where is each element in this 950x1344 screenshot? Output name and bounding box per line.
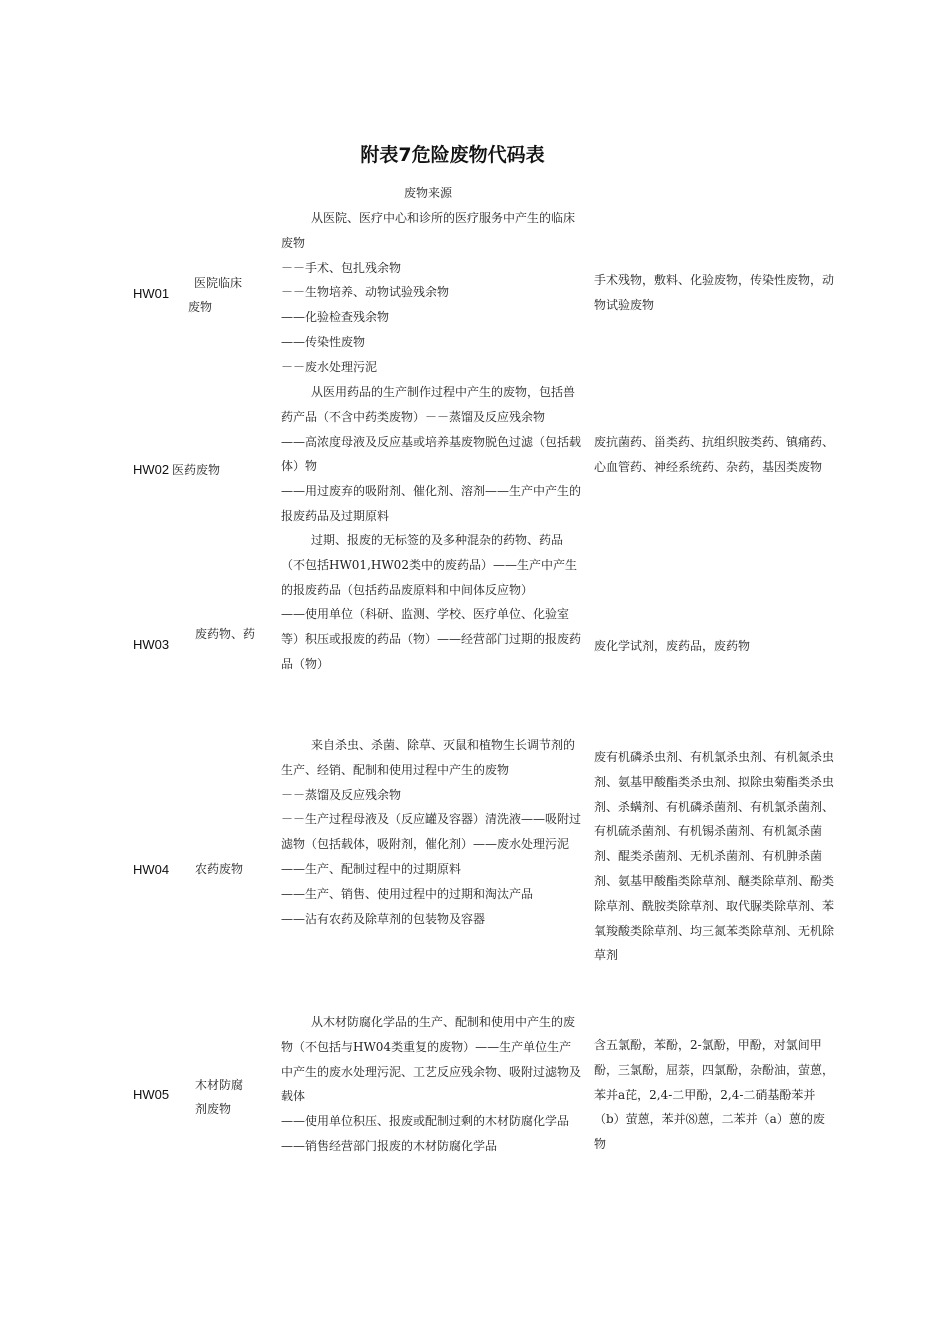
waste-category: 木材防腐 剂废物 [195,1078,244,1116]
hazardous-waste-list: 手术残物，敷料、化验废物，传染性废物，动物试验废物 [594,273,835,312]
waste-code: HW05 [133,1087,170,1102]
hazardous-waste-list: 废有机磷杀虫剂、有机氯杀虫剂、有机氮杀虫剂、氨基甲酸酯类杀虫剂、拟除虫菊酯类杀虫剂、杀螨剂、有机磷杀菌剂、有机氯杀菌剂、有机硫杀菌剂、有机锡杀菌剂、有机氮杀菌剂、醌类杀菌剂、无机杀菌剂、有机胂杀菌剂、氨基甲酸酯类除草剂、醚类除草剂、酚类除草剂、酰胺类除草剂、取代脲类除草剂、苯氧羧酸类除草剂、均三氮苯类除草剂、无机除草剂 [594,750,835,963]
waste-category: 医药废物 [172,463,221,477]
waste-category: 废药物、药 [195,627,256,641]
waste-source: 从医用药品的生产制作过程中产生的废物，包括兽药产品（不含中药类废物）－－蒸馏及反应残余物 ——高浓度母液及反应基或培养基废物脱色过滤（包括载体）物 ——用过废弃的吸附剂、催化剂、溶剂——生产中产生的报废药品及过期原料 [281,385,582,523]
waste-category: 农药废物 [195,862,244,876]
waste-source: 从医院、医疗中心和诊所的医疗服务中产生的临床废物 －－手术、包扎残余物 －－生物培养、动物试验残余物 ——化验检查残余物 ——传染性废物 －－废水处理污泥 [281,211,576,374]
waste-code: HW01 [133,286,170,301]
hazardous-waste-list: 废抗菌药、甾类药、抗组织胺类药、镇痛药、心血管药、神经系统药、杂药，基因类废物 [594,435,835,474]
waste-source: 来自杀虫、杀菌、除草、灭鼠和植物生长调节剂的生产、经销、配制和使用过程中产生的废物 －－蒸馏及反应残余物 －－生产过程母液及（反应罐及容器）清洗液——吸附过滤物（包括载体，吸附剂，催化剂）——废水处理污泥 ——生产、配制过程中的过期原料 ——生产、销售、使用过程中的过期和淘汰产品 ——沾有农药及除草剂的包装物及容器 [281,738,582,926]
column-header-source: 废物来源 [404,186,453,200]
hazardous-waste-list: 含五氯酚，苯酚，2-氯酚，甲酚，对氯间甲酚，三氯酚，屈萘，四氯酚，杂酚油，萤蒽，苯并a芘，2,4-二甲酚，2,4-二硝基酚苯并（b）萤蒽，苯并⑻蒽，二苯并（a）蒽的废物 [594,1038,835,1152]
waste-category: 医院临床 废物 [188,276,243,314]
page-title: 附表7危险废物代码表 [360,144,545,166]
waste-code: HW03 [133,637,170,652]
waste-code: HW04 [133,862,170,877]
waste-source: 过期、报废的无标签的及多种混杂的药物、药品（不包括HW01,HW02类中的废药品）——生产中产生的报废药品（包括药品废原料和中间体反应物） ——使用单位（科研、监测、学校、医疗单位、化验室等）积压或报废的药品（物）——经营部门过期的报废药品（物） [281,533,582,671]
hazardous-waste-list: 废化学试剂，废药品，废药物 [594,639,751,653]
waste-code: HW02 [133,462,170,477]
waste-source: 从木材防腐化学品的生产、配制和使用中产生的废物（不包括与HW04类重复的废物）——生产单位生产中产生的废水处理污泥、工艺反应残余物、吸附过滤物及载体 ——使用单位积压、报废或配制过剩的木材防腐化学品 ——销售经营部门报废的木材防腐化学品 [281,1015,582,1153]
